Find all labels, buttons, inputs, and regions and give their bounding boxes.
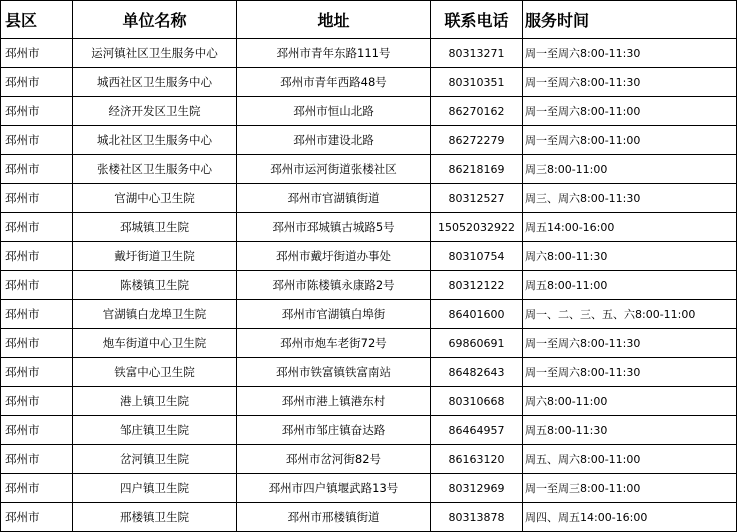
cell-unit-name: 四户镇卫生院 <box>73 474 237 503</box>
cell-unit-name: 官湖镇白龙埠卫生院 <box>73 300 237 329</box>
table-row <box>1 184 737 213</box>
table-row <box>1 503 737 532</box>
table-row <box>1 68 737 97</box>
cell-phone: 80310351 <box>431 68 523 97</box>
table-row <box>1 445 737 474</box>
cell-service-time: 周五8:00-11:00 <box>523 271 737 300</box>
cell-address: 邳州市炮车老街72号 <box>237 329 431 358</box>
table-row <box>1 416 737 445</box>
cell-address: 邳州市陈楼镇永康路2号 <box>237 271 431 300</box>
cell-address: 邳州市岔河街82号 <box>237 445 431 474</box>
table-row <box>1 213 737 242</box>
cell-county: 邳州市 <box>1 242 73 271</box>
cell-phone: 80310668 <box>431 387 523 416</box>
cell-address: 邳州市青年西路48号 <box>237 68 431 97</box>
cell-county: 邳州市 <box>1 445 73 474</box>
cell-county: 邳州市 <box>1 474 73 503</box>
cell-county: 邳州市 <box>1 213 73 242</box>
table-row <box>1 97 737 126</box>
cell-county: 邳州市 <box>1 387 73 416</box>
cell-unit-name: 经济开发区卫生院 <box>73 97 237 126</box>
cell-phone: 80312527 <box>431 184 523 213</box>
cell-service-time: 周一至周六8:00-11:30 <box>523 329 737 358</box>
cell-address: 邳州市四户镇堰武路13号 <box>237 474 431 503</box>
cell-unit-name: 陈楼镇卫生院 <box>73 271 237 300</box>
cell-service-time: 周五14:00-16:00 <box>523 213 737 242</box>
cell-county: 邳州市 <box>1 39 73 68</box>
cell-address: 邳州市戴圩街道办事处 <box>237 242 431 271</box>
table-row <box>1 271 737 300</box>
cell-service-time: 周三、周六8:00-11:30 <box>523 184 737 213</box>
cell-service-time: 周四、周五14:00-16:00 <box>523 503 737 532</box>
cell-address: 邳州市官湖镇街道 <box>237 184 431 213</box>
table-row <box>1 126 737 155</box>
cell-unit-name: 铁富中心卫生院 <box>73 358 237 387</box>
cell-phone: 80312969 <box>431 474 523 503</box>
cell-county: 邳州市 <box>1 68 73 97</box>
header-phone: 联系电话 <box>431 1 523 39</box>
cell-unit-name: 城北社区卫生服务中心 <box>73 126 237 155</box>
cell-phone: 80312122 <box>431 271 523 300</box>
cell-unit-name: 邹庄镇卫生院 <box>73 416 237 445</box>
cell-county: 邳州市 <box>1 329 73 358</box>
header-row <box>1 1 737 39</box>
cell-county: 邳州市 <box>1 358 73 387</box>
cell-service-time: 周一至周六8:00-11:30 <box>523 39 737 68</box>
cell-unit-name: 邢楼镇卫生院 <box>73 503 237 532</box>
cell-phone: 86270162 <box>431 97 523 126</box>
cell-county: 邳州市 <box>1 300 73 329</box>
cell-unit-name: 岔河镇卫生院 <box>73 445 237 474</box>
cell-unit-name: 运河镇社区卫生服务中心 <box>73 39 237 68</box>
cell-county: 邳州市 <box>1 126 73 155</box>
table-row <box>1 358 737 387</box>
cell-county: 邳州市 <box>1 503 73 532</box>
cell-service-time: 周三8:00-11:00 <box>523 155 737 184</box>
cell-service-time: 周一至周六8:00-11:00 <box>523 126 737 155</box>
cell-county: 邳州市 <box>1 155 73 184</box>
cell-address: 邳州市运河街道张楼社区 <box>237 155 431 184</box>
cell-phone: 80310754 <box>431 242 523 271</box>
cell-phone: 15052032922 <box>431 213 523 242</box>
header-service-time: 服务时间 <box>523 1 737 39</box>
cell-address: 邳州市港上镇港东村 <box>237 387 431 416</box>
table-row <box>1 474 737 503</box>
cell-service-time: 周一至周六8:00-11:00 <box>523 97 737 126</box>
cell-unit-name: 戴圩街道卫生院 <box>73 242 237 271</box>
cell-county: 邳州市 <box>1 416 73 445</box>
cell-address: 邳州市邳城镇古城路5号 <box>237 213 431 242</box>
cell-phone: 86163120 <box>431 445 523 474</box>
cell-address: 邳州市邹庄镇奋达路 <box>237 416 431 445</box>
cell-address: 邳州市恒山北路 <box>237 97 431 126</box>
cell-phone: 86218169 <box>431 155 523 184</box>
table-row <box>1 300 737 329</box>
table-row <box>1 39 737 68</box>
cell-phone: 86401600 <box>431 300 523 329</box>
cell-unit-name: 官湖中心卫生院 <box>73 184 237 213</box>
cell-phone: 86482643 <box>431 358 523 387</box>
cell-address: 邳州市建设北路 <box>237 126 431 155</box>
cell-address: 邳州市铁富镇铁富南站 <box>237 358 431 387</box>
cell-address: 邳州市邢楼镇街道 <box>237 503 431 532</box>
table-row <box>1 329 737 358</box>
table-row <box>1 387 737 416</box>
cell-phone: 86464957 <box>431 416 523 445</box>
cell-service-time: 周一至周六8:00-11:30 <box>523 358 737 387</box>
cell-county: 邳州市 <box>1 184 73 213</box>
table-row <box>1 155 737 184</box>
cell-address: 邳州市青年东路111号 <box>237 39 431 68</box>
header-county: 县区 <box>1 1 73 39</box>
cell-service-time: 周一至周六8:00-11:30 <box>523 68 737 97</box>
cell-unit-name: 港上镇卫生院 <box>73 387 237 416</box>
cell-service-time: 周一、二、三、五、六8:00-11:00 <box>523 300 737 329</box>
cell-unit-name: 张楼社区卫生服务中心 <box>73 155 237 184</box>
cell-unit-name: 炮车街道中心卫生院 <box>73 329 237 358</box>
header-unit-name: 单位名称 <box>73 1 237 39</box>
cell-service-time: 周六8:00-11:30 <box>523 242 737 271</box>
cell-service-time: 周五8:00-11:30 <box>523 416 737 445</box>
cell-phone: 69860691 <box>431 329 523 358</box>
cell-service-time: 周五、周六8:00-11:00 <box>523 445 737 474</box>
cell-phone: 86272279 <box>431 126 523 155</box>
cell-phone: 80313878 <box>431 503 523 532</box>
cell-county: 邳州市 <box>1 97 73 126</box>
cell-address: 邳州市官湖镇白埠街 <box>237 300 431 329</box>
cell-unit-name: 城西社区卫生服务中心 <box>73 68 237 97</box>
cell-service-time: 周六8:00-11:00 <box>523 387 737 416</box>
table-row <box>1 242 737 271</box>
header-address: 地址 <box>237 1 431 39</box>
cell-unit-name: 邳城镇卫生院 <box>73 213 237 242</box>
cell-phone: 80313271 <box>431 39 523 68</box>
cell-county: 邳州市 <box>1 271 73 300</box>
cell-service-time: 周一至周三8:00-11:00 <box>523 474 737 503</box>
